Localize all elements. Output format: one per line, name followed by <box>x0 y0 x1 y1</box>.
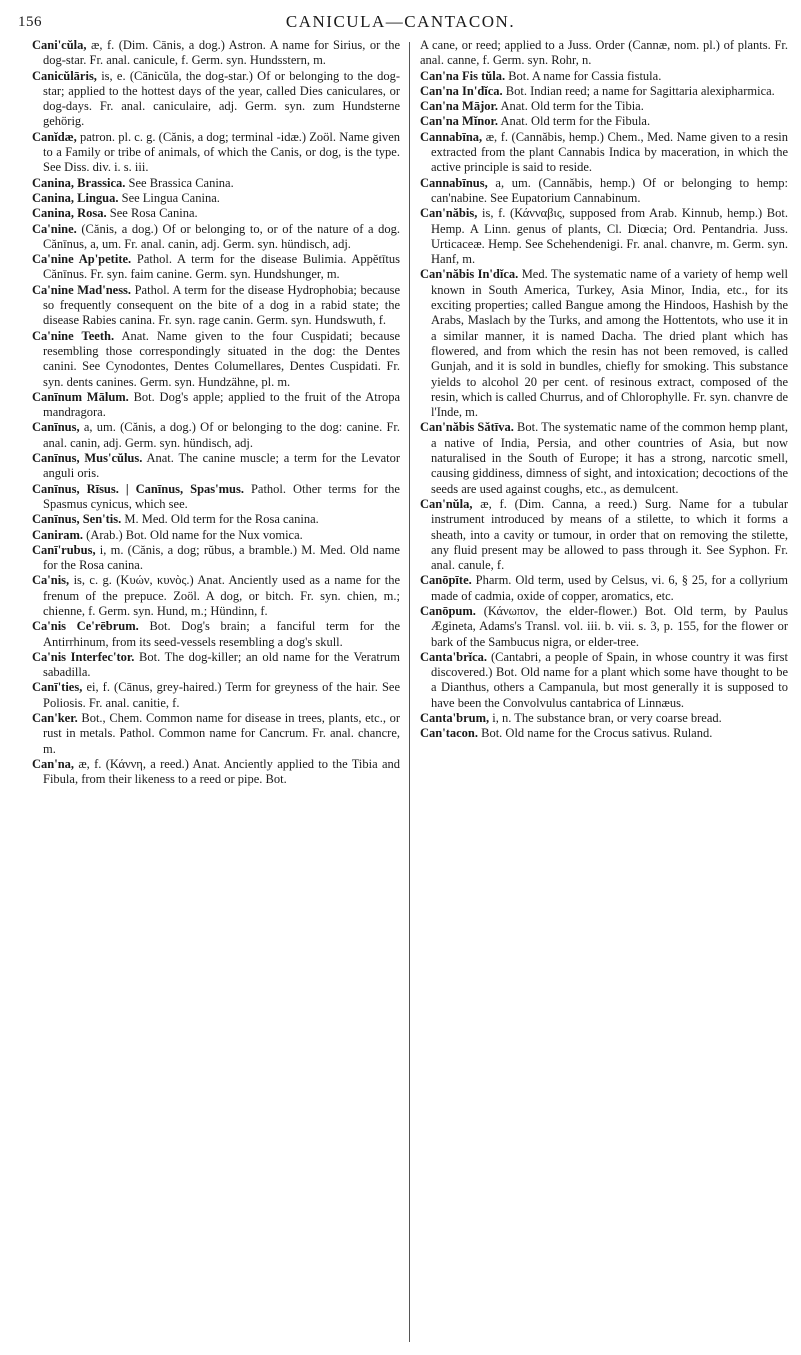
dictionary-entry <box>32 252 400 283</box>
entry-definition: is, e. (Cānicŭla, the dog-star.) Of or belonging to the dog-star; applied to the hottest days of the year, called Dies caniculares, or dog-days. Fr. anal. caniculaire, adj. Germ. syn. zum Hundsterne gehörig. <box>43 68 400 129</box>
entry-headword: Canina, Lingua. <box>32 190 119 205</box>
entry-definition: (Arab.) Bot. Old name for the Nux vomica. <box>83 527 303 542</box>
dictionary-entry <box>420 267 788 420</box>
entry-headword: Canī'ties, <box>32 680 83 695</box>
entry-headword: Can'na, <box>32 756 75 771</box>
entry-definition: Anat. Name given to the four Cuspidati; because resembling those correspondingly situated in the dog: the Dentes canini. See Cynodontes, Dentes Columellares, Dentes Cuspidati. Fr. syn. dents canines. Germ. syn. Hundzähne, pl. m. <box>43 328 400 389</box>
entry-definition: Bot. Dog's apple; applied to the fruit of the Atropa mandragora. <box>43 389 400 420</box>
entry-headword: Can'na Mājor. <box>420 99 499 114</box>
dictionary-entry <box>32 619 400 650</box>
dictionary-entry <box>420 726 788 741</box>
dictionary-entry <box>32 528 400 543</box>
running-head <box>18 12 783 36</box>
entry-headword: Can'ker. <box>32 711 78 726</box>
left-column <box>32 38 400 788</box>
dictionary-entry <box>420 206 788 267</box>
entry-definition: æ, f. (Cannăbis, hemp.) Chem., Med. Name given to a resin extracted from the plant Cannabis Indica by maceration, in which the active principle is said to reside. <box>431 129 788 175</box>
dictionary-entry <box>420 711 788 726</box>
column-divider <box>409 42 410 1342</box>
dictionary-entry <box>32 573 400 619</box>
dictionary-entry <box>32 329 400 390</box>
entry-definition: (Κάνωπον, the elder-flower.) Bot. Old term, by Paulus Ægineta, Adams's Transl. vol. iii. b. vii. s. 3, p. 155, for the flower or bark of the Sambucus nigra, or elder-tree. <box>431 603 788 649</box>
entry-definition: Bot. The dog-killer; an old name for the Veratrum sabadilla. <box>43 649 400 680</box>
entry-headword: Ca'nine Ap'petite. <box>32 252 132 267</box>
dictionary-entry <box>420 497 788 573</box>
dictionary-entry <box>32 130 400 176</box>
entry-headword: Ca'nine. <box>32 221 77 236</box>
dictionary-entry <box>32 543 400 574</box>
entry-headword: Ca'nis, <box>32 573 70 588</box>
entry-definition: a, um. (Cannăbis, hemp.) Of or belonging to hemp: can'nabine. See Eupatorium Cannabinum. <box>431 175 788 205</box>
entry-definition: ei, f. (Cānus, grey-haired.) Term for greyness of the hair. See Poliosis. Fr. anal. canitie, f. <box>43 680 400 710</box>
page-title: CANICULA—CANTACON. <box>285 12 516 31</box>
entry-definition: Pathol. A term for the disease Bulimia. Appĕtītus Cănīnus. Fr. syn. faim canine. Germ. syn. Hundshunger, m. <box>43 252 400 282</box>
entry-definition: Bot. The systematic name of the common hemp plant, a native of India, Persia, and other countries of Asia, but now naturalised in the South of Europe; it has a strong, narcotic smell, causing giddiness, dimness of sight, and intoxication; decoctions of the seeds are used against coughs, etc., as demulcent. <box>431 420 789 496</box>
dictionary-entry <box>32 757 400 788</box>
dictionary-entry <box>32 283 400 329</box>
entry-headword: Ca'nis Interfec'tor. <box>32 649 135 664</box>
entry-definition: Bot. Old name for the Crocus sativus. Ruland. <box>478 726 713 741</box>
dictionary-entry <box>32 451 400 482</box>
entry-headword: Canicŭlāris, <box>32 68 97 83</box>
entry-headword: Caniram. <box>32 527 84 542</box>
dictionary-entry <box>420 176 788 207</box>
entry-definition: Pathol. A term for the disease Hydrophobia; because so frequently consequent on the bite of a dog in a rabid state; the disease Rabies canina. Fr. syn. rage canin. Germ. syn. Hundswuth, f. <box>43 282 400 328</box>
entry-headword: Canta'brum, <box>420 711 490 726</box>
entry-headword: Ca'nis Ce'rēbrum. <box>32 619 139 634</box>
entry-definition: (Cănis, a dog.) Of or belonging to, or of the nature of a dog. Cănīnus, a, um. Fr. anal. canin, adj. Germ. syn. hündisch, adj. <box>43 221 400 251</box>
dictionary-entry <box>420 573 788 604</box>
entry-headword: Can'năbis, <box>420 206 478 221</box>
entry-definition: Pharm. Old term, used by Celsus, vi. 6, § 25, for a collyrium made of cadmia, oxide of copper, aromatics, etc. <box>431 573 788 603</box>
entry-headword: Canta'brĭca. <box>420 649 488 664</box>
entry-headword: Cannabīna, <box>420 129 483 144</box>
dictionary-entry <box>420 38 788 69</box>
entry-definition: æ, f. (Dim. Canna, a reed.) Surg. Name for a tubular instrument introduced by means of a stilette, to which it forms a sheath, into a cavity or tumour, in order that on removing the stilette, any fluid present may be allowed to pass through it. See Syphon. Fr. anal. canule, f. <box>431 496 788 573</box>
dictionary-entry <box>32 176 400 191</box>
dictionary-entry <box>420 69 788 84</box>
dictionary-entry <box>32 69 400 130</box>
entry-headword: Canĭdæ, <box>32 129 77 144</box>
entry-definition: (Cantabri, a people of Spain, in whose country it was first discovered.) Bot. Old name for a plant which some have thought to be a Dianthus, others a Campanula, but most generally it is supposed to have been the Convolvulus cantabrica of Linnæus. <box>431 649 788 710</box>
entry-definition: Med. The systematic name of a variety of hemp well known in South America, Turkey, Asia Minor, India, etc., for its exciting properties; called Bangue among the Hindoos, Hashish by the Arabs, Maslach by the Turks, and among the Hottentots, who use it in a similar manner, it is named Dacha. The dried plant which has flowered, and from which the resin has not been removed, is called Gunjah, and it is sold in bundles, chiefly for smoking. This substance yields to alcohol 20 per cent. of resinous extract, composed of the resin, which is called Churrus, and of Chlorophylle. Fr. syn. chanvre de l'Inde, m. <box>431 267 788 420</box>
entry-headword: Canīnus, <box>32 420 80 435</box>
entry-headword: Canī'rubus, <box>32 542 96 557</box>
entry-definition: is, c. g. (Κυών, κυνὸς.) Anat. Anciently used as a name for the frenum of the prepuce. Zoöl. A dog, or bitch. Fr. syn. chien, m.; chienne, f. Germ. syn. Hund, m.; Hündinn, f. <box>43 573 400 618</box>
dictionary-entry <box>420 84 788 99</box>
entry-definition: i, m. (Cănis, a dog; rŭbus, a bramble.) M. Med. Old name for the Rosa canina. <box>43 542 400 573</box>
entry-definition: Bot. Dog's brain; a fanciful term for the Antirrhinum, from its seed-vessels resembling a dog's skull. <box>43 619 400 649</box>
entry-definition: Anat. Old term for the Fibula. <box>498 114 651 129</box>
entry-headword: Canīnum Mālum. <box>32 389 129 404</box>
entry-headword: Cannabīnus, <box>420 175 488 190</box>
entry-headword: Can'nŭla, <box>420 496 473 511</box>
entry-headword: Cani'cŭla, <box>32 38 87 52</box>
entry-headword: Canīnus, Mus'cŭlus. <box>32 451 143 466</box>
dictionary-entry <box>420 604 788 650</box>
entry-headword: Can'năbis Sătīva. <box>420 420 514 435</box>
page-number: 156 <box>18 14 42 30</box>
entry-definition: æ, f. (Dim. Cānis, a dog.) Astron. A name for Sirius, or the dog-star. Fr. anal. canicule, f. Germ. syn. Hundsstern, m. <box>43 38 400 68</box>
dictionary-entry <box>420 114 788 129</box>
entry-headword: Canōpum. <box>420 603 476 618</box>
entry-definition: See Rosa Canina. <box>106 206 198 221</box>
dictionary-entry <box>420 99 788 114</box>
dictionary-entry <box>32 420 400 451</box>
entry-headword: Canina, Rosa. <box>32 206 107 221</box>
entry-definition: M. Med. Old term for the Rosa canina. <box>121 512 319 527</box>
entry-headword: Can'na In'dĭca. <box>420 83 503 98</box>
entry-headword: Canīnus, Sen'tis. <box>32 512 122 527</box>
dictionary-entry <box>32 222 400 253</box>
dictionary-entry <box>32 390 400 421</box>
entry-headword: Canīnus, Rīsus. | Canīnus, Spas'mus. <box>32 481 244 496</box>
entry-definition: a, um. (Cănis, a dog.) Of or belonging to the dog: canine. Fr. anal. canin, adj. Germ. syn. hündisch, adj. <box>43 420 400 450</box>
entry-definition: Anat. The canine muscle; a term for the Levator anguli oris. <box>43 451 400 481</box>
dictionary-entry <box>32 206 400 221</box>
entry-headword: Canōpīte. <box>420 573 472 588</box>
dictionary-entry <box>32 482 400 513</box>
entry-definition: Anat. Old term for the Tibia. <box>498 99 644 114</box>
dictionary-entry <box>420 130 788 176</box>
entry-definition: i, n. The substance bran, or very coarse bread. <box>489 711 722 726</box>
entry-definition: Bot., Chem. Common name for disease in trees, plants, etc., or rust in metals. Pathol. Common name for Cancrum. Fr. anal. chancre, m. <box>43 711 400 756</box>
entry-definition: Bot. A name for Cassia fistula. <box>505 68 662 83</box>
dictionary-entry <box>32 680 400 711</box>
entry-headword: Ca'nine Mad'ness. <box>32 282 132 297</box>
entry-definition: Pathol. Other terms for the Spasmus cynicus, which see. <box>43 481 400 511</box>
entry-headword: Can'tacon. <box>420 726 478 741</box>
entry-headword: Canina, Brassica. <box>32 175 126 190</box>
entry-headword: Ca'nine Teeth. <box>32 328 115 343</box>
entry-headword: Can'năbis In'dĭca. <box>420 267 519 282</box>
entry-definition: A cane, or reed; applied to a Juss. Order (Cannæ, nom. pl.) of plants. Fr. anal. canne, f. Germ. syn. Rohr, n. <box>420 38 788 68</box>
entry-definition: is, f. (Κάνναβις, supposed from Arab. Kinnub, hemp.) Bot. Hemp. A Linn. genus of plants, Cl. Diœcia; Ord. Pentandria. Juss. Urticaceæ. Hemp. See Schehendenigi. Fr. anal. chanvre, m. Germ. syn. Hanf, m. <box>431 206 788 267</box>
dictionary-entry <box>32 512 400 527</box>
dictionary-entry <box>32 711 400 757</box>
entry-definition: See Brassica Canina. <box>125 175 234 190</box>
entry-definition: patron. pl. c. g. (Cănis, a dog; terminal -idæ.) Zoöl. Name given to a Family or tribe of animals, of which the Canis, or dog, is the type. See Diss. div. i. s. iii. <box>43 129 400 175</box>
dictionary-entry <box>420 420 788 496</box>
right-column <box>420 38 788 742</box>
dictionary-entry <box>420 650 788 711</box>
entry-headword: Can'na Mĭnor. <box>420 114 499 129</box>
entry-headword: Can'na Fis tŭla. <box>420 68 506 83</box>
entry-definition: æ, f. (Κάννη, a reed.) Anat. Anciently applied to the Tibia and Fibula, from their likeness to a reed or pipe. Bot. <box>43 756 400 787</box>
entry-definition: Bot. Indian reed; a name for Sagittaria alexipharmica. <box>502 83 775 98</box>
entry-definition: See Lingua Canina. <box>118 190 220 205</box>
dictionary-entry <box>32 38 400 69</box>
dictionary-entry <box>32 191 400 206</box>
dictionary-entry <box>32 650 400 681</box>
